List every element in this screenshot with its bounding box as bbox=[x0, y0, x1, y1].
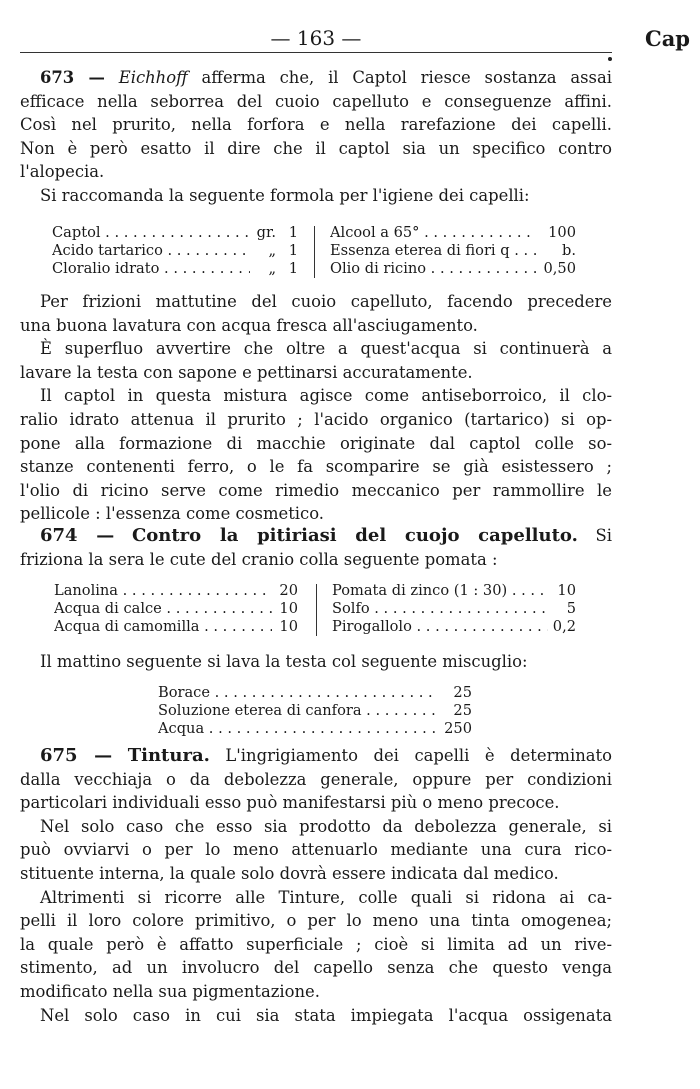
section-heading: Contro la pitiriasi del cuojo capelluto. bbox=[131, 525, 578, 546]
ingredient-name: Acqua di calce . . . bbox=[54, 600, 272, 618]
recipe-row bbox=[332, 618, 576, 636]
page-number: — 163 — bbox=[270, 26, 362, 50]
paragraph-line: modificato nella sua pigmentazione. bbox=[20, 981, 320, 1001]
section-675 bbox=[20, 744, 612, 1027]
text-fragment: L'ingrigiamento dei capelli è determinato bbox=[225, 746, 612, 765]
paragraph-line: l'olio di ricino serve come rimedio meccanico per rammollire le bbox=[20, 480, 612, 500]
paragraph-line: l'alopecia. bbox=[20, 162, 105, 182]
recipe-row bbox=[54, 618, 298, 636]
text-fragment: afferma che, il Captol riesce sostanza assai bbox=[201, 68, 612, 87]
paragraph-line: Non è però esatto il dire che il captol sia un specifico contro bbox=[20, 138, 612, 158]
recipe-divider bbox=[316, 584, 317, 636]
paragraph-line: friziona la sera le cute del cranio colla seguente pomata : bbox=[20, 549, 498, 569]
recipe-row bbox=[52, 224, 298, 242]
body-text-2 bbox=[20, 650, 612, 674]
recipe-1-right bbox=[330, 224, 576, 279]
recipe-divider bbox=[314, 226, 315, 278]
recipe-row bbox=[332, 600, 576, 618]
running-head: Cap bbox=[644, 26, 690, 51]
ingredient-qty: 10 bbox=[557, 582, 576, 599]
paragraph-line: pellicole : l'essenza come cosmetico. bbox=[20, 504, 324, 524]
recipe-2-left bbox=[54, 582, 298, 637]
ingredient-qty: 5 bbox=[566, 600, 576, 618]
ingredient-name: Cloralio idrato . . . bbox=[52, 260, 250, 278]
header-rule bbox=[20, 52, 612, 53]
ingredient-name: Pirogallolo . . . bbox=[332, 618, 548, 636]
paragraph-line: Così nel prurito, nella forfora e nella rarefazione dei capelli. bbox=[20, 115, 612, 135]
page-header bbox=[20, 18, 690, 52]
ingredient-qty: 10 bbox=[279, 618, 298, 636]
ingredient-qty: 0,50 bbox=[543, 260, 576, 278]
paragraph-line: dalla vecchiaja o da debolezza generale, oppure per condizioni bbox=[20, 769, 612, 789]
ingredient-qty: 250 bbox=[444, 720, 472, 738]
ingredient-name: Borace . . . bbox=[158, 684, 438, 702]
recipe-row bbox=[54, 600, 298, 618]
paragraph-line: Il captol in questa mistura agisce come antiseborroico, il clo- bbox=[40, 386, 612, 406]
paragraph-line: Nel solo caso che esso sia prodotto da debolezza generale, si bbox=[40, 816, 612, 836]
paragraph-line: Altrimenti si ricorre alle Tinture, colle quali si ridona ai ca- bbox=[40, 887, 612, 907]
section-number: 674 — bbox=[40, 525, 115, 546]
paragraph-line bbox=[20, 744, 612, 768]
recipe-row bbox=[330, 260, 576, 278]
paragraph-line: particolari individuali esso può manifestarsi più o meno precoce. bbox=[20, 793, 560, 813]
text-fragment: Si bbox=[595, 526, 612, 545]
ingredient-unit: „ bbox=[268, 242, 276, 260]
paragraph-line: Si raccomanda la seguente formola per l'igiene dei capelli: bbox=[40, 185, 530, 205]
paragraph-line: Nel solo caso in cui sia stata impiegata l'acqua ossigenata bbox=[40, 1005, 612, 1025]
recipe-3 bbox=[158, 684, 472, 739]
paragraph-line: può ovviarvi o per lo meno attenuarlo mediante una cura rico- bbox=[20, 840, 612, 860]
ingredient-name: Alcool a 65° . . . bbox=[330, 224, 536, 242]
ingredient-qty: 1 bbox=[288, 242, 298, 260]
recipe-1-left bbox=[52, 224, 298, 279]
recipe-row bbox=[52, 260, 298, 278]
ingredient-qty: 0,2 bbox=[552, 618, 576, 636]
recipe-row bbox=[158, 720, 472, 738]
ingredient-qty: 25 bbox=[453, 702, 472, 720]
ingredient-qty: 20 bbox=[279, 582, 298, 599]
recipe-row bbox=[332, 582, 576, 600]
recipe-row bbox=[54, 582, 298, 600]
ingredient-qty: 25 bbox=[453, 684, 472, 701]
paragraph-line: Il mattino seguente si lava la testa col seguente miscuglio: bbox=[40, 652, 528, 671]
paragraph-line bbox=[20, 66, 612, 90]
paragraph-line: pone alla formazione di macchie originate dal captol colle so- bbox=[20, 433, 612, 453]
recipe-row bbox=[52, 242, 298, 260]
section-673 bbox=[20, 66, 612, 208]
ingredient-qty: 10 bbox=[279, 600, 298, 618]
recipe-row bbox=[330, 242, 576, 260]
paragraph-line: stituente interna, la quale solo dovrà essere indicata dal medico. bbox=[20, 863, 559, 883]
ingredient-name: Pomata di zinco (1 : 30) . . . bbox=[332, 582, 548, 600]
ingredient-name: Acqua di camomilla . . . bbox=[54, 618, 272, 636]
ingredient-name: Captol . . . bbox=[52, 224, 250, 242]
recipe-row bbox=[330, 224, 576, 242]
rule-ornament bbox=[608, 57, 612, 61]
ingredient-unit: „ bbox=[268, 260, 276, 278]
paragraph-line: È superfluo avvertire che oltre a quest'acqua si continuerà a bbox=[40, 339, 612, 359]
recipe-row bbox=[158, 684, 472, 702]
paragraph-line: stimento, ad un involucro del capello senza che questo venga bbox=[20, 958, 612, 978]
ingredient-qty: 1 bbox=[288, 260, 298, 278]
ingredient-name: Acido tartarico . . . bbox=[52, 242, 250, 260]
paragraph-line: ralio idrato attenua il prurito ; l'acido organico (tartarico) si op- bbox=[20, 409, 612, 429]
ingredient-name: Essenza eterea di fiori q . . . bbox=[330, 242, 536, 260]
paragraph-line: una buona lavatura con acqua fresca all'asciugamento. bbox=[20, 315, 478, 335]
body-text-1 bbox=[20, 290, 612, 526]
section-674 bbox=[20, 524, 612, 571]
author-name: Eichhoff bbox=[118, 68, 188, 87]
ingredient-qty: 1 bbox=[288, 224, 298, 241]
ingredient-unit: gr. bbox=[256, 224, 276, 241]
ingredient-name: Olio di ricino . . . bbox=[330, 260, 536, 278]
paragraph-line: Per frizioni mattutine del cuoio capelluto, facendo precedere bbox=[40, 292, 612, 311]
ingredient-name: Soluzione eterea di canfora . . . bbox=[158, 702, 438, 720]
paragraph-line: efficace nella seborrea del cuoio capelluto e conseguenze affini. bbox=[20, 91, 612, 111]
section-heading: Tintura. bbox=[127, 745, 210, 766]
ingredient-name: Lanolina . . . bbox=[54, 582, 272, 600]
paragraph-line: la quale però è affatto superficiale ; cioè si limita ad un rive- bbox=[20, 934, 612, 954]
paragraph-line: stanze contenenti ferro, o le fa scomparire se già esistessero ; bbox=[20, 457, 612, 477]
ingredient-qty: b. bbox=[562, 242, 576, 260]
ingredient-name: Solfo . . . bbox=[332, 600, 548, 618]
section-number: 675 — bbox=[40, 745, 113, 766]
recipe-2-right bbox=[332, 582, 576, 637]
paragraph-line: lavare la testa con sapone e pettinarsi accuratamente. bbox=[20, 362, 473, 382]
section-number: 673 — bbox=[40, 68, 105, 87]
ingredient-name: Acqua . . . bbox=[158, 720, 438, 738]
recipe-row bbox=[158, 702, 472, 720]
ingredient-qty: 100 bbox=[548, 224, 576, 241]
paragraph-line: pelli il loro colore primitivo, o per lo meno una tinta omogenea; bbox=[20, 911, 612, 931]
paragraph-line bbox=[20, 524, 612, 548]
